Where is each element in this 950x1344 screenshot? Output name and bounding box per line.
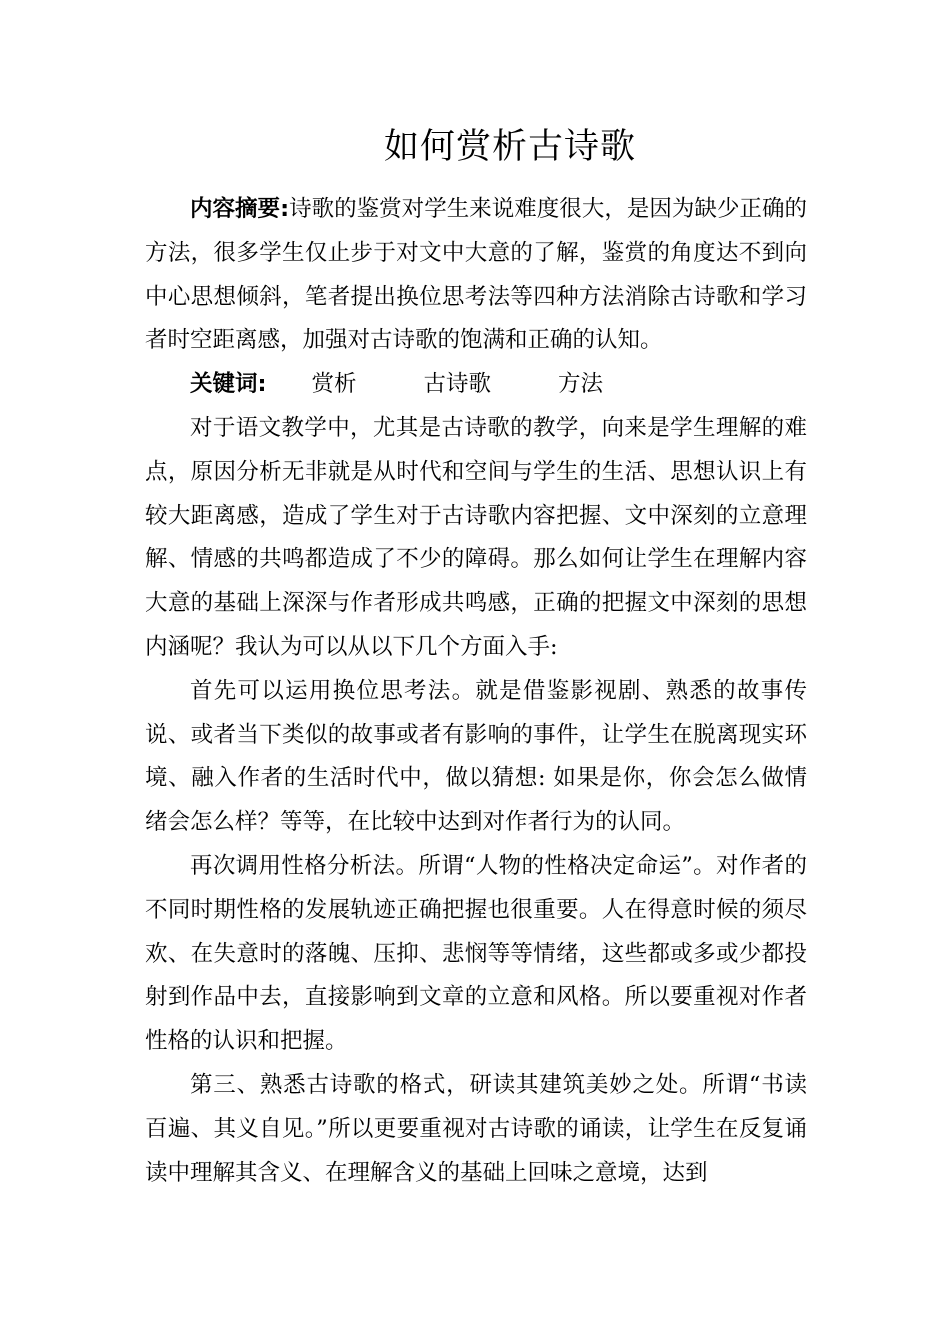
keyword: 古诗歌	[423, 371, 492, 398]
abstract-label: 内容摘要:	[190, 196, 290, 222]
document-title: 如何赏析古诗歌	[383, 127, 636, 167]
abstract-paragraph	[145, 188, 807, 363]
keywords-label: 关键词:	[190, 371, 267, 398]
body-paragraph: 首先可以运用换位思考法。就是借鉴影视剧、熟悉的故事传说、或者当下类似的故事或者有影响的事件，让学生在脱离现实环境、融入作者的生活时代中，做以猜想: 如果是你，你会怎么做情绪会怎么样？等等，在比较中达到对作者行为的认同。	[145, 677, 807, 836]
abstract-text: 诗歌的鉴赏对学生来说难度很大，是因为缺少正确的方法，很多学生仅止步于对文中大意的了解，鉴赏的角度达不到向中心思想倾斜，笔者提出换位思考法等四种方法消除古诗歌和学习者时空距离感，加强对古诗歌的饱满和正确的认知。	[145, 196, 807, 354]
body-paragraph: 再次调用性格分析法。所谓“人物的性格决定命运”。对作者的不同时期性格的发展轨迹正确把握也很重要。人在得意时候的须尽欢、在失意时的落魄、压抑、悲悯等等情绪，这些都或多或少都投射到作品中去，直接影响到文章的立意和风格。所以要重视对作者性格的认识和把握。	[145, 852, 807, 1055]
document-body	[145, 188, 807, 1195]
keywords-paragraph	[145, 363, 807, 407]
body-paragraph: 第三、熟悉古诗歌的格式，研读其建筑美妙之处。所谓“书读百遍、其义自见。”所以更要重视对古诗歌的诵读，让学生在反复诵读中理解其含义、在理解含义的基础上回味之意境，达到	[145, 1071, 807, 1186]
keyword: 方法	[558, 371, 604, 398]
body-paragraph: 对于语文教学中，尤其是古诗歌的教学，向来是学生理解的难点，原因分析无非就是从时代和空间与学生的生活、思想认识上有较大距离感，造成了学生对于古诗歌内容把握、文中深刻的立意理解、情感的共鸣都造成了不少的障碍。那么如何让学生在理解内容大意的基础上深深与作者形成共鸣感，正确的把握文中深刻的思想内涵呢？我认为可以从以下几个方面入手:	[145, 414, 807, 660]
keyword: 赏析	[311, 371, 357, 398]
